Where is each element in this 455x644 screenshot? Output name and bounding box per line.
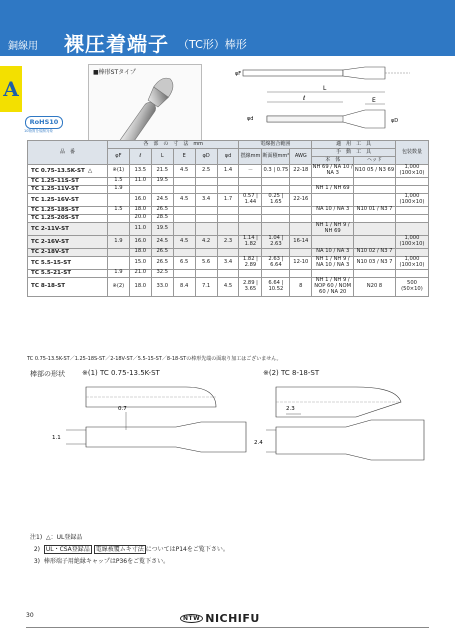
cell-name: TC 1.25-11S-ST <box>28 177 108 185</box>
cell-d: 3.4 <box>217 256 239 269</box>
cell-E: 8.4 <box>173 277 195 296</box>
cell-area: 2.63 | 6.64 <box>262 256 290 269</box>
cell-awg <box>290 222 312 235</box>
ul-mark: △ <box>87 167 93 174</box>
shape2-drawing <box>254 387 424 460</box>
cell-D: 5.6 <box>195 256 217 269</box>
cell-F: 1.9 <box>107 235 129 248</box>
cell-l <box>129 185 151 193</box>
footer-divider <box>26 627 429 628</box>
cell-l: 16.0 <box>129 193 151 206</box>
col-wire-range: 電線抱合範囲 <box>239 141 312 149</box>
page-header <box>0 0 455 56</box>
cell-name: TC 2-18V-ST <box>28 248 108 256</box>
cell-strand: 0.57 | 1.44 <box>239 193 262 206</box>
notes-section <box>30 532 229 568</box>
spec-table-body <box>28 165 429 297</box>
cell-E <box>173 269 195 277</box>
cell-pack: 1,000 (100×10) <box>395 165 428 178</box>
cell-area: 6.64 | 10.52 <box>262 277 290 296</box>
cell-D <box>195 177 217 185</box>
cell-E: 4.5 <box>173 165 195 178</box>
shape-drawings <box>26 382 431 512</box>
cell-name: TC 5.5-21-ST <box>28 269 108 277</box>
cell-D: 7.1 <box>195 277 217 296</box>
cell-tool1: NA 10 / NA 3 <box>312 206 354 214</box>
col-product: 品 番 <box>28 141 108 165</box>
cell-L: 33.0 <box>151 277 173 296</box>
shape2-dim-a: 2.3 <box>286 406 295 412</box>
cell-pack <box>395 222 428 235</box>
cell-d <box>217 185 239 193</box>
shape1-dim-b: 1.1 <box>52 435 61 441</box>
cell-pack: 500 (50×10) <box>395 277 428 296</box>
dim-phiD-label: φD <box>391 118 399 124</box>
cell-d: 1.7 <box>217 193 239 206</box>
cell-L: 26.5 <box>151 248 173 256</box>
cell-l: 11.0 <box>129 177 151 185</box>
cell-pack <box>395 206 428 214</box>
cell-awg: 22-18 <box>290 165 312 178</box>
cell-tool1 <box>312 193 354 206</box>
page-title: 裸圧着端子 <box>64 32 169 56</box>
dim-phiF-label: φF <box>235 71 242 77</box>
cell-name: TC 0.75-13.5K-ST △ <box>28 165 108 178</box>
table-row <box>28 277 429 296</box>
col-phid: φd <box>217 149 239 165</box>
cell-awg <box>290 185 312 193</box>
cell-strand: 2.89 | 3.65 <box>239 277 262 296</box>
cell-tool1 <box>312 177 354 185</box>
cell-tool1 <box>312 269 354 277</box>
cell-l: 15.0 <box>129 256 151 269</box>
dim-E-label: E <box>372 97 376 104</box>
col-strand: 撚線mm <box>239 149 262 165</box>
cell-tool1: NH 1 / NH 69 <box>312 185 354 193</box>
cell-L: 24.5 <box>151 235 173 248</box>
cell-tool2: N10 05 / N3 69 <box>354 165 396 178</box>
cell-strand <box>239 206 262 214</box>
cell-name: TC 1.25-18S-ST <box>28 206 108 214</box>
table-row <box>28 235 429 248</box>
table-row <box>28 214 429 222</box>
cell-F <box>107 248 129 256</box>
cell-name: TC 8-18-ST <box>28 277 108 296</box>
cell-strand: － <box>239 165 262 178</box>
cell-awg: 8 <box>290 277 312 296</box>
cell-awg <box>290 177 312 185</box>
spec-table <box>27 140 429 297</box>
cell-L: 19.5 <box>151 222 173 235</box>
dimension-drawing <box>225 62 435 147</box>
table-footnote: TC 0.75-13.5K-ST／1.25-18S-ST／2-18V-ST／5.5-15-ST／8-18-STの棒形先端の面取り加工はございません。 <box>27 356 282 362</box>
cell-awg <box>290 214 312 222</box>
cell-area: 0.25 | 1.65 <box>262 193 290 206</box>
cell-F: ※(1) <box>107 165 129 178</box>
col-awg: AWG <box>290 149 312 165</box>
cell-tool2: N10 01 / N3 7 <box>354 206 396 214</box>
cell-E <box>173 248 195 256</box>
cell-D <box>195 222 217 235</box>
cell-l: 18.0 <box>129 206 151 214</box>
cell-E: 4.5 <box>173 193 195 206</box>
cell-strand <box>239 214 262 222</box>
table-row <box>28 177 429 185</box>
cell-tool2: N10 02 / N3 7 <box>354 248 396 256</box>
table-row <box>28 256 429 269</box>
cell-F: 1.5 <box>107 177 129 185</box>
cell-d: 1.4 <box>217 165 239 178</box>
cell-D <box>195 269 217 277</box>
cell-strand: 1.14 | 1.82 <box>239 235 262 248</box>
cell-tool1: NH 1 / NH 9 / NH 69 <box>312 222 354 235</box>
cell-area: 1.04 | 2.63 <box>262 235 290 248</box>
cell-pack: 1,000 (100×10) <box>395 256 428 269</box>
cell-pack <box>395 269 428 277</box>
table-row <box>28 165 429 178</box>
col-pack: 包装数量 <box>395 141 428 165</box>
shape2-label: ※(2) TC 8-18-ST <box>263 369 320 377</box>
cell-l: 18.0 <box>129 248 151 256</box>
cell-area <box>262 269 290 277</box>
cell-L <box>151 185 173 193</box>
cell-strand <box>239 222 262 235</box>
shape2-dim-b: 2.4 <box>254 440 263 446</box>
cell-area <box>262 214 290 222</box>
cell-name: TC 1.25-11V-ST <box>28 185 108 193</box>
cell-E <box>173 206 195 214</box>
cell-tool2 <box>354 235 396 248</box>
cell-F: 1.9 <box>107 185 129 193</box>
cell-E <box>173 177 195 185</box>
cell-E <box>173 185 195 193</box>
cell-tool1: NH 1 / NH 9 / NOP 60 / NOM 60 / NA 20 <box>312 277 354 296</box>
cell-L: 32.5 <box>151 269 173 277</box>
cell-awg: 12-10 <box>290 256 312 269</box>
cell-name: TC 1.25-20S-ST <box>28 214 108 222</box>
brand-name: NICHIFU <box>205 612 260 625</box>
table-row <box>28 193 429 206</box>
col-tool-head: ヘッド <box>354 157 396 165</box>
cell-tool1: NH 69 / NA 10 / NA 3 <box>312 164 353 176</box>
shape1-drawing <box>52 387 246 452</box>
cell-F: ※(2) <box>107 277 129 296</box>
cell-L: 24.5 <box>151 193 173 206</box>
cell-F <box>107 256 129 269</box>
cell-pack <box>395 177 428 185</box>
note-3: 3) 棒形端子用絶縁キャップはP36をご覧下さい。 <box>33 558 170 565</box>
cell-F <box>107 222 129 235</box>
rohs-caption: 10物質を規制対象 <box>24 129 53 133</box>
shape1-dim-a: 0.7 <box>118 406 127 412</box>
cell-tool2 <box>354 185 396 193</box>
cell-area <box>262 222 290 235</box>
cell-pack: 1,000 (100×10) <box>395 193 428 206</box>
brand-mark: NTW <box>180 614 203 623</box>
cell-tool2: N20 8 <box>354 277 396 296</box>
category-label: 銅線用 <box>8 41 38 52</box>
col-area: 断面積mm² <box>262 149 290 165</box>
cell-E: 4.5 <box>173 235 195 248</box>
cell-tool2 <box>354 193 396 206</box>
cell-E: 6.5 <box>173 256 195 269</box>
cell-pack: 1,000 (100×10) <box>395 235 428 248</box>
table-row <box>28 222 429 235</box>
cell-l: 20.0 <box>129 214 151 222</box>
col-l: ℓ <box>129 149 151 165</box>
page-subtitle: （TC形）棒形 <box>178 38 247 51</box>
cell-awg <box>290 248 312 256</box>
cell-d <box>217 177 239 185</box>
cell-tool2 <box>354 269 396 277</box>
cell-l: 21.0 <box>129 269 151 277</box>
cell-D <box>195 214 217 222</box>
cell-F: 1.9 <box>107 269 129 277</box>
dim-l-label: ℓ <box>303 95 306 102</box>
page-number: 30 <box>26 612 34 619</box>
note-2: 2) UL・CSA登録品 電線被覆ムキ寸法 についてはP14をご覧下さい。 <box>33 546 229 553</box>
cell-F: 1.5 <box>107 206 129 214</box>
cell-tool1: NH 1 / NH 9 / NA 10 / NA 3 <box>312 256 354 269</box>
cell-D: 2.5 <box>195 165 217 178</box>
section-tab: A <box>0 66 22 112</box>
col-tools: 適 用 工 具 <box>312 141 396 149</box>
cell-E <box>173 222 195 235</box>
cell-L: 19.5 <box>151 177 173 185</box>
cell-tool1 <box>312 235 354 248</box>
cell-D <box>195 185 217 193</box>
cell-area: 0.3 | 0.75 <box>262 165 290 178</box>
cell-D <box>195 248 217 256</box>
cell-F <box>107 193 129 206</box>
cell-name: TC 2-11V-ST <box>28 222 108 235</box>
cell-l: 13.5 <box>129 165 151 178</box>
cell-awg: 16-14 <box>290 235 312 248</box>
photo-caption: ■棒形STタイプ <box>93 69 136 76</box>
cell-E <box>173 214 195 222</box>
cell-L: 26.5 <box>151 206 173 214</box>
cell-l: 16.0 <box>129 235 151 248</box>
cell-L: 26.5 <box>151 256 173 269</box>
cell-name: TC 5.5-15-ST <box>28 256 108 269</box>
cell-tool2 <box>354 222 396 235</box>
cell-tool1: NA 10 / NA 3 <box>312 248 354 256</box>
table-row <box>28 248 429 256</box>
cell-strand <box>239 269 262 277</box>
col-phiF: φF <box>107 149 129 165</box>
cell-tool2: N10 03 / N3 7 <box>354 256 396 269</box>
shape1-label: ※(1) TC 0.75-13.5K-ST <box>82 369 160 377</box>
cell-d <box>217 248 239 256</box>
table-row <box>28 206 429 214</box>
cell-d <box>217 206 239 214</box>
cell-awg <box>290 206 312 214</box>
rohs-badge: RoHS10 <box>25 116 63 129</box>
col-tool-body: 本 体 <box>312 157 354 165</box>
cell-L: 28.5 <box>151 214 173 222</box>
cell-D: 3.4 <box>195 193 217 206</box>
cell-l: 11.0 <box>129 222 151 235</box>
cell-d <box>217 214 239 222</box>
note-1: 注1) △：UL登録品 <box>30 534 83 541</box>
cell-area <box>262 206 290 214</box>
cell-pack <box>395 214 428 222</box>
dim-phid-label: φd <box>247 116 254 122</box>
col-manual-tool: 手 動 工 具 <box>312 149 396 157</box>
brand-logo <box>180 612 260 625</box>
cell-l: 18.0 <box>129 277 151 296</box>
table-header-row-1 <box>28 141 429 149</box>
cell-D <box>195 206 217 214</box>
cell-area <box>262 177 290 185</box>
col-L: L <box>151 149 173 165</box>
cell-strand: 1.82 | 2.89 <box>239 256 262 269</box>
cell-d <box>217 269 239 277</box>
cell-tool2 <box>354 177 396 185</box>
table-row <box>28 185 429 193</box>
cell-F <box>107 214 129 222</box>
cell-tool2 <box>354 214 396 222</box>
cell-D: 4.2 <box>195 235 217 248</box>
dim-L-label: L <box>323 85 327 92</box>
cell-L: 21.5 <box>151 165 173 178</box>
cell-name: TC 1.25-16V-ST <box>28 193 108 206</box>
col-E: E <box>173 149 195 165</box>
cell-d: 2.3 <box>217 235 239 248</box>
table-row <box>28 269 429 277</box>
col-phiD: φD <box>195 149 217 165</box>
cell-d <box>217 222 239 235</box>
cell-awg <box>290 269 312 277</box>
cell-strand <box>239 177 262 185</box>
cell-d: 4.5 <box>217 277 239 296</box>
cell-name: TC 2-16V-ST <box>28 235 108 248</box>
cell-awg: 22-16 <box>290 193 312 206</box>
shapes-title: 棒部の形状 <box>30 370 65 378</box>
col-dims: 各 部 の 寸 法 mm <box>107 141 239 149</box>
